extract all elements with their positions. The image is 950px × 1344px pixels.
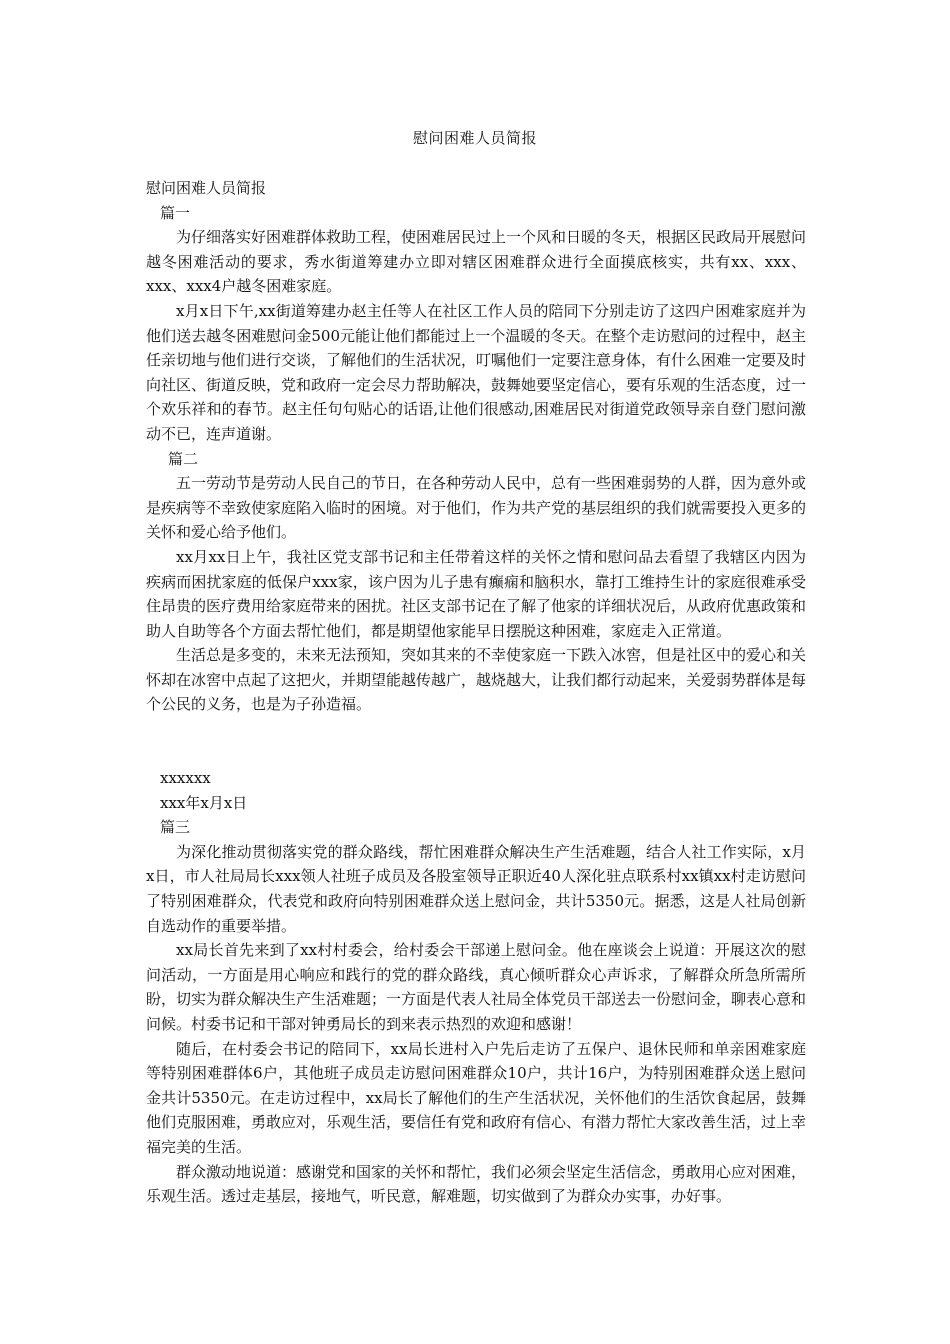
section-heading-1: 篇一 — [160, 203, 191, 222]
paragraph: 五一劳动节是劳动人民自己的节日，在各种劳动人民中，总有一些困难弱势的人群，因为意外或是疾病等不幸致使家庭陷入临时的困境。对于他们，作为共产党的基层组织的我们就需要投入更多的关怀和爱心给予他们。 — [146, 474, 807, 542]
section-heading-2: 篇二 — [168, 449, 199, 468]
section-heading-3: 篇三 — [160, 818, 191, 837]
paragraph: 为仔细落实好困难群体救助工程，使困难居民过上一个风和日暖的冬天，根据区民政局开展慰问越冬困难活动的要求，秀水街道筹建办立即对辖区困难群众进行全面摸底核实，共有xx、xxx、xxx、xxx4户越冬困难家庭。 — [146, 228, 807, 296]
paragraph: 生活总是多变的，未来无法预知，突如其来的不幸使家庭一下跌入冰窖，但是社区中的爱心和关怀却在冰窖中点起了这把火，并期望能越传越广，越烧越大，让我们都行动起来，关爱弱势群体是每个公民的义务，也是为子孙造福。 — [146, 646, 807, 714]
document-subtitle: 慰问困难人员简报 — [146, 179, 267, 197]
paragraph: xx月xx日上午，我社区党支部书记和主任带着这样的关怀之情和慰问品去看望了我辖区内因为疾病而困扰家庭的低保户xxx家，该户因为儿子患有癫痫和脑积水，靠打工维持生计的家庭很难承受住昂贵的医疗费用给家庭带来的困扰。社区支部书记在了解了他家的详细状况后，从政府优惠政策和助人自助等各个方面去帮忙他们，都是期望他家能早日摆脱这种困难，家庭走入正常道。 — [146, 547, 807, 640]
signature-date: xxx年x月x日 — [160, 793, 248, 812]
paragraph: x月x日下午,xx街道筹建办赵主任等人在社区工作人员的陪同下分别走访了这四户困难家庭并为他们送去越冬困难慰问金500元能让他们都能过上一个温暖的冬天。在整个走访慰问的过程中，赵主任亲切地与他们进行交谈，了解他们的生活状况，叮嘱他们一定要注意身体，有什么困难一定要及时向社区、街道反映，党和政府一定会尽力帮助解决，鼓舞她要坚定信心，要有乐观的生活态度，过一个欢乐祥和的春节。赵主任句句贴心的话语,让他们很感动,困难居民对街道党政领导亲自登门慰问激动不已，连声道谢。 — [146, 301, 807, 443]
document-title: 慰问困难人员简报 — [412, 129, 537, 147]
paragraph: 随后，在村委会书记的陪同下，xx局长进村入户先后走访了五保户、退休民师和单亲困难家庭等特别困难群体6户，其他班子成员走访慰问困难群众10户，共计16户，为特别困难群众送上慰问金共计5350元。在走访过程中，xx局长了解他们的生产生活状况，关怀他们的生活饮食起居，鼓舞他们克服困难，勇敢应对，乐观生活，要信任有党和政府有信心、有潜力帮忙大家改善生活，过上幸福完美的生活。 — [146, 1039, 807, 1156]
paragraph: 为深化推动贯彻落实党的群众路线，帮忙困难群众解决生产生活难题，结合人社工作实际，x月x日，市人社局局长xxx领人社班子成员及各股室领导正职近40人深化驻点联系村xx镇xx村走访慰问了特别困难群众，代表党和政府向特别困难群众送上慰问金，共计5350元。据悉，这是人社局创新自选动作的重要举措。 — [146, 842, 806, 935]
paragraph: 群众激动地说道：感谢党和国家的关怀和帮忙，我们必须会坚定生活信念，勇敢用心应对困难，乐观生活。透过走基层，接地气，听民意，解难题，切实做到了为群众办实事，办好事。 — [146, 1162, 807, 1206]
paragraph: xx局长首先来到了xx村村委会，给村委会干部递上慰问金。他在座谈会上说道：开展这次的慰问活动，一方面是用心响应和践行的党的群众路线，真心倾听群众心声诉求，了解群众所急所需所盼，切实为群众解决生产生活难题；一方面是代表人社局全体党员干部送去一份慰问金，聊表心意和问候。村委书记和干部对钟勇局长的到来表示热烈的欢迎和感谢！ — [146, 941, 807, 1033]
document-body — [146, 176, 806, 1209]
signature: xxxxxx — [160, 769, 211, 788]
spacer — [146, 717, 806, 766]
